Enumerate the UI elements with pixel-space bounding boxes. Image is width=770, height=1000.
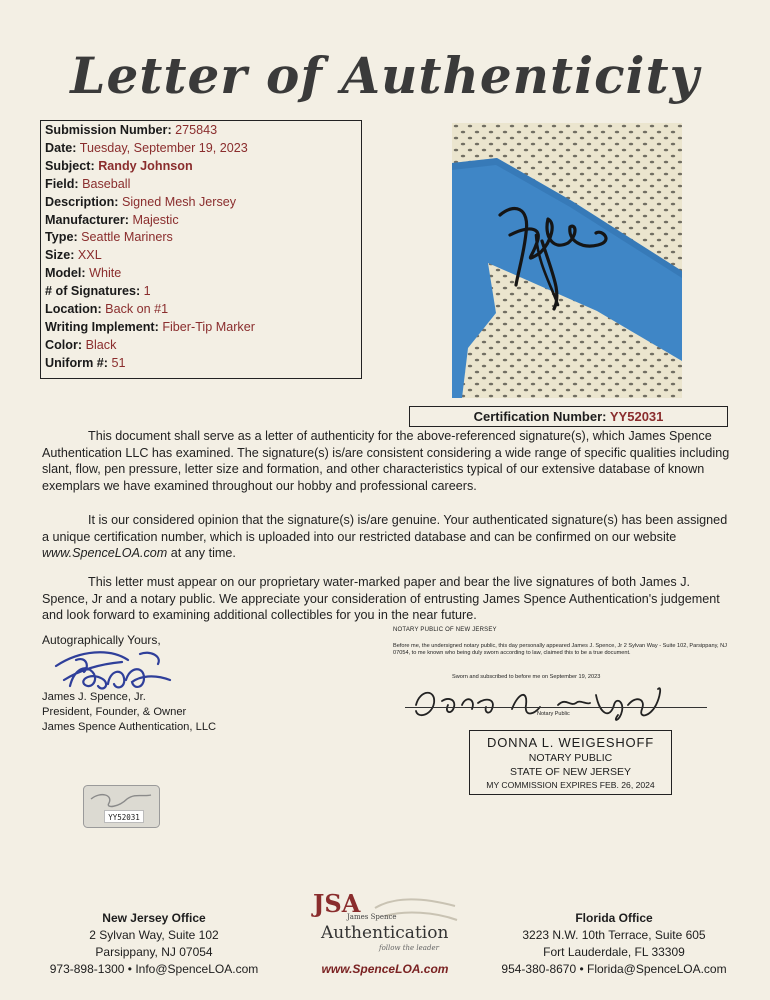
- detail-value: 275843: [175, 123, 218, 137]
- office-fl-name: Florida Office: [575, 911, 653, 925]
- detail-label: Uniform #:: [45, 355, 108, 370]
- certification-label: Certification Number:: [473, 409, 607, 424]
- detail-value: XXL: [77, 248, 102, 263]
- logo-main-text: Authentication: [321, 923, 449, 943]
- detail-value: Tuesday, September 19, 2023: [79, 140, 248, 155]
- detail-row: [45, 194, 357, 212]
- notary-stamp: [469, 730, 672, 795]
- office-fl-line1: 3223 N.W. 10th Terrace, Suite 605: [522, 928, 706, 942]
- hologram-id: YY52031: [104, 810, 144, 823]
- detail-row: [45, 212, 357, 230]
- closing-salutation: Autographically Yours,: [42, 633, 161, 647]
- detail-row: [45, 319, 357, 337]
- paragraph-requirements: [42, 574, 732, 624]
- detail-row: [45, 355, 357, 373]
- detail-label: # of Signatures:: [45, 284, 141, 299]
- detail-label: Writing Implement:: [45, 319, 159, 334]
- notary-stamp-state: STATE OF NEW JERSEY: [510, 766, 631, 778]
- office-fl-contact: 954-380-8670 • Florida@SpenceLOA.com: [501, 962, 727, 976]
- signed-jersey-photo: [452, 123, 682, 398]
- detail-row: [45, 122, 357, 140]
- detail-value: Back on #1: [105, 302, 169, 317]
- notary-stamp-title: NOTARY PUBLIC: [528, 752, 613, 764]
- website-link[interactable]: www.SpenceLOA.com: [42, 546, 168, 561]
- paragraph-opinion-text: It is our considered opinion that the signature(s) is/are genuine. Your authenticated signature(s) has been assigned a unique certification number, which is uploaded into our restricted database and can be confirmed on our website: [42, 513, 728, 544]
- detail-label: Type:: [45, 230, 78, 245]
- logo-website[interactable]: www.SpenceLOA.com: [321, 962, 449, 976]
- letter-title: Letter of Authenticity: [70, 46, 700, 105]
- notary-statement: Before me, the undersigned notary public, this day personally appeared James J. Spence, Jr 2 Sylvan Way - Suite 102, Parsippany, NJ 07054, to me known who being duly sworn according to law, claimed this to be a true document.: [393, 643, 727, 657]
- notary-heading: NOTARY PUBLIC OF NEW JERSEY: [393, 627, 497, 633]
- detail-label: Subject:: [45, 158, 95, 173]
- detail-row: [45, 283, 357, 301]
- notary-signature-line: [405, 707, 707, 708]
- detail-row: [45, 140, 357, 158]
- detail-value: Seattle Mariners: [81, 230, 173, 245]
- logo-tagline: follow the leader: [379, 944, 439, 952]
- detail-value: Majestic: [132, 212, 179, 227]
- detail-label: Manufacturer:: [45, 212, 129, 227]
- detail-value: Fiber-Tip Marker: [162, 319, 255, 334]
- office-nj-line1: 2 Sylvan Way, Suite 102: [89, 928, 219, 942]
- detail-value: 51: [111, 355, 126, 370]
- detail-label: Location:: [45, 302, 102, 317]
- office-nj-line2: Parsippany, NJ 07054: [95, 945, 213, 959]
- detail-value: White: [89, 266, 122, 281]
- detail-label: Submission Number:: [45, 123, 172, 137]
- detail-row: [45, 337, 357, 355]
- office-new-jersey: [32, 910, 276, 978]
- detail-label: Field:: [45, 176, 79, 191]
- signer-company: James Spence Authentication, LLC: [42, 720, 217, 733]
- office-fl-line2: Fort Lauderdale, FL 33309: [543, 945, 685, 959]
- detail-value: Signed Mesh Jersey: [121, 194, 237, 209]
- paragraph-examination-text: This document shall serve as a letter of authenticity for the above-referenced signature(s), which James Spence Authentication LLC has examined. The signature(s) is/are consistent considering a wide range of specific qualities including slant, flow, pen pressure, letter size and formation, and other characteristics typical of our extensive database of known exemplars we have examined throughout our hobby and professional careers.: [42, 429, 730, 493]
- paragraph-opinion-tail: at any time.: [167, 546, 236, 561]
- signer-name: James J. Spence, Jr.: [42, 691, 146, 703]
- paragraph-requirements-text: This letter must appear on our proprietary water-marked paper and bear the live signatures of both James J. Spence, Jr and a notary public. We appreciate your consideration of entrusting James Spence Authentication's judgement and look forward to examining additional collectibles for you in the near future.: [42, 575, 720, 623]
- notary-stamp-name: DONNA L. WEIGESHOFF: [487, 735, 654, 750]
- detail-row: [45, 229, 357, 247]
- spence-signature: [50, 640, 180, 696]
- detail-row: [45, 265, 357, 283]
- certification-number-box: [409, 406, 728, 427]
- detail-label: Color:: [45, 337, 83, 352]
- paragraph-examination: [42, 428, 732, 494]
- detail-value: 1: [143, 284, 151, 299]
- office-nj-name: New Jersey Office: [102, 911, 206, 925]
- office-nj-contact: 973-898-1300 • Info@SpenceLOA.com: [49, 962, 259, 976]
- detail-label: Size:: [45, 248, 75, 263]
- detail-label: Description:: [45, 194, 119, 209]
- sworn-statement: Sworn and subscribed to before me on September 19, 2023: [452, 674, 601, 680]
- detail-value: Baseball: [82, 176, 131, 191]
- notary-stamp-expiry: MY COMMISSION EXPIRES FEB. 26, 2024: [486, 780, 655, 790]
- detail-value: Randy Johnson: [98, 158, 193, 173]
- office-florida: [478, 910, 750, 978]
- detail-row: [45, 176, 357, 194]
- paragraph-opinion: [42, 512, 732, 562]
- item-details-box: [40, 120, 362, 379]
- logo-jsa-text: JSA: [313, 889, 361, 918]
- detail-row: [45, 247, 357, 265]
- detail-value: Black: [85, 337, 117, 352]
- detail-label: Date:: [45, 140, 77, 155]
- logo-small-text: James Spence: [347, 913, 397, 921]
- detail-row: [45, 158, 357, 176]
- signer-block: [42, 690, 216, 734]
- jsa-logo: [305, 886, 465, 958]
- certification-number: YY52031: [609, 409, 664, 424]
- detail-label: Model:: [45, 266, 86, 281]
- notary-public-label: Notary Public: [537, 711, 570, 717]
- detail-row: [45, 301, 357, 319]
- notary-signature: [400, 675, 720, 725]
- signer-role: President, Founder, & Owner: [42, 705, 187, 718]
